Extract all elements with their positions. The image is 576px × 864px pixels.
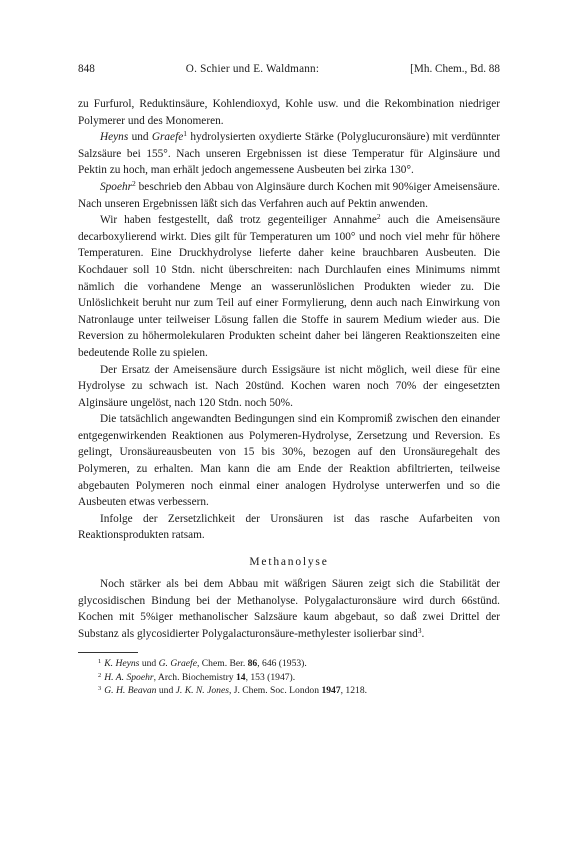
section-heading: Methanolyse: [249, 556, 329, 569]
paragraph-2: [78, 129, 500, 179]
header-authors: O. Schier und E. Waldmann:: [185, 63, 320, 75]
footnote-rest: , 1218.: [340, 685, 368, 697]
author-name: Heyns: [100, 131, 129, 144]
paragraph-7-text: Infolge der Zersetzlichkeit der Uronsäuren ist das rasche Aufarbeiten von Reaktionsprodukten ratsam.: [78, 512, 500, 542]
footnote-author: G. Graefe: [158, 658, 197, 670]
footnote-volume: 1947: [321, 685, 341, 697]
footnote-conjunction: und: [139, 658, 159, 670]
footnote-number: 1: [98, 658, 102, 666]
paragraph-3-text: beschrieb den Abbau von Alginsäure durch Kochen mit 90%iger Ameisensäure. Nach unseren Ergebnissen läßt sich das Verfahren auch auf Pektin anwenden.: [78, 180, 500, 210]
section-paragraph-text: Noch stärker als bei dem Abbau mit wäßrigen Säuren zeigt sich die Stabilität der glycosidischen Bindung bei der Methanolyse. Polygalacturonsäure wird durch 66stünd. Kochen mit 5%iger methanolischer Salzsäure kaum abgebaut, so daß zwei Drittel der Substanz als glycosidierter Polygalacturonsäure-methylester isolierbar sind: [78, 578, 500, 640]
footnotes: [78, 657, 500, 697]
paragraph-4-text-b: auch die Ameisensäure decarboxylierend wirkt. Dies gilt für Temperaturen um 100° und noch viel mehr für höhere Temperaturen. Eine Druckhydrolyse lieferte daher keine brauchbaren Ausbeuten. Die Kochdauer soll 10 Stdn. nicht überschreiten: nach Durchlaufen eines Minimums nimmt nämlich die vorhandene Menge an wasserunlöslichen Produkten wieder zu. Die Unlöslichkeit beruht nur zum Teil auf einer Formylierung, denn auch nach Einwirkung von Natronlauge unter teilweiser Lösung fallen die Stoffe in saurem Medium wieder aus. Die Reversion zu höhermolekularen Produkten scheint daher bei längeren Reaktionszeiten eine bedeutende Rolle zu spielen.: [78, 214, 500, 359]
footnote: [78, 684, 500, 697]
footnote-rest: , 153 (1947).: [245, 671, 296, 683]
footnote-author: G. H. Beavan: [104, 685, 157, 697]
paragraph-5-text: Der Ersatz der Ameisensäure durch Essigsäure ist nicht möglich, weil diese für eine Hydrolyse zu schwach ist. Nach 20stünd. Kochen waren noch 70% der eingesetzten Alginsäure ungelöst, nach 120 Stdn. noch 50%.: [78, 363, 500, 409]
footnote-number: 3: [98, 685, 102, 693]
paragraph-4-text-a: Wir haben festgestellt, daß trotz gegenteiliger Annahme: [100, 214, 377, 227]
author-name: Spoehr: [100, 180, 133, 193]
author-name: Graefe: [151, 131, 184, 144]
footnote: [78, 671, 500, 684]
footnote-number: 2: [98, 671, 102, 679]
footnote-author: K. Heyns: [104, 658, 140, 670]
footnote-author: H. A. Spoehr: [104, 671, 154, 683]
footnote-volume: 14: [235, 671, 246, 683]
section-paragraph-1: [78, 576, 500, 642]
footnote-ref: 1: [183, 129, 187, 139]
paragraph-1-text: zu Furfurol, Reduktinsäure, Kohlendioxyd, Kohle usw. und die Rekombination niedriger Polymerer und des Monomeren.: [78, 98, 500, 127]
paragraph-7: [78, 511, 500, 544]
paragraph-5: [78, 362, 500, 412]
header-journal: [Mh. Chem., Bd. 88: [410, 63, 500, 75]
document-page: [78, 62, 500, 698]
footnote: [78, 657, 500, 670]
sentence-end: .: [421, 627, 425, 640]
conjunction: und: [128, 131, 152, 144]
paragraph-4: [78, 212, 500, 361]
paragraph-6-text: Die tatsächlich angewandten Bedingungen sind ein Kompromiß zwischen den einander entgegenwirkenden Reaktionen aus Polymeren-Hydrolyse, Zersetzung und Reversion. Es gelingt, Uronsäureausbeuten von 15 bis 30%, bezogen auf den Uronsäuregehalt des Polymeren, zu erhalten. Man kann die am Ende der Reaktion abfiltrierten, teilweise abgebauten Polymeren noch einmal einer analogen Hydrolyse unterwerfen und so die Ausbeuten etwas verbessern.: [78, 413, 500, 509]
footnote-rest: , 646 (1953).: [257, 658, 307, 670]
running-header: [78, 62, 500, 76]
footnote-author: J. K. N. Jones: [175, 685, 229, 697]
page-number: 848: [78, 63, 95, 75]
paragraph-2-text: hydrolysierten oxydierte Stärke (Polyglucuronsäure) mit verdünnter Salzsäure bei 155°. Nach unseren Ergebnissen ist diese Temperatur für Alginsäure und Pektin zu hoch, man erhält jedoch angemessene Ausbeuten bei zirka 130°.: [78, 131, 501, 177]
paragraph-1: [78, 96, 500, 129]
paragraph-3: [78, 179, 500, 212]
footnote-journal: , Chem. Ber.: [196, 658, 248, 670]
footnote-ref: 2: [132, 178, 136, 188]
footnote-journal: , Arch. Biochemistry: [153, 671, 236, 683]
footnote-conjunction: und: [156, 685, 176, 697]
footnote-divider: [78, 652, 138, 653]
footnote-volume: 86: [247, 658, 258, 670]
footnote-journal: , J. Chem. Soc. London: [228, 685, 322, 697]
paragraph-6: [78, 411, 500, 511]
footnote-ref: 3: [417, 625, 422, 635]
footnote-ref: 2: [376, 212, 381, 222]
